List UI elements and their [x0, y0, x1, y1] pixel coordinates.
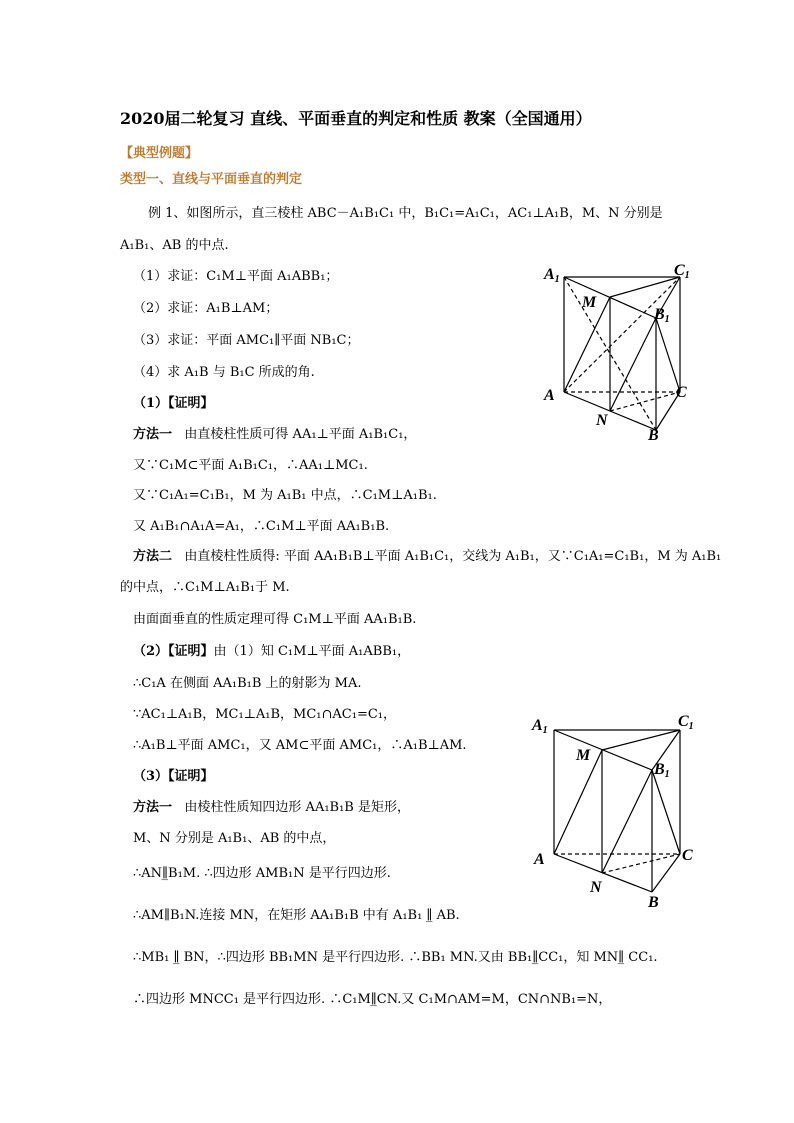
proof-3-line-2: M、N 分别是 A₁B₁、AB 的中点， [133, 831, 336, 846]
vertex-label-n: N [590, 879, 602, 896]
proof-text: 由直棱柱性质可得 AA₁⊥平面 A₁B₁C₁， [184, 427, 417, 442]
example-line-2: A₁B₁、AB 的中点. [120, 238, 229, 253]
proof-3-line-5: ∴MB₁ ∥̲ BN，∴四边形 BB₁MN 是平行四边形. ∴BB₁ MN.又由 BB₁∥̲CC₁，知 MN∥̲ CC₁. [133, 950, 658, 965]
proof-header: （2）【证明】 [133, 644, 214, 659]
example-line-1: 例 1、如图所示，直三棱柱 ABC－A₁B₁C₁ 中，B₁C₁=A₁C₁，AC₁⊥A₁B，M、N 分别是 [148, 206, 663, 221]
question-3: （3）求证：平面 AMC₁∥平面 NB₁C； [133, 333, 360, 348]
proof-2-line-4: ∴A₁B⊥平面 AMC₁，又 AM⊂平面 AMC₁，∴A₁B⊥AM. [133, 738, 467, 753]
proof-1-line-3: 又∵C₁A₁=C₁B₁，M 为 A₁B₁ 中点，∴C₁M⊥A₁B₁. [133, 488, 437, 503]
proof-3-line-6: ∴四边形 MNCC₁ 是平行四边形. ∴C₁M∥̲CN.又 C₁M∩AM=M，CN∩NB₁=N， [133, 992, 612, 1007]
proof-text: 由直棱柱性质得: 平面 AA₁B₁B⊥平面 A₁B₁C₁，交线为 A₁B₁，又∵C₁A₁=C₁B₁，M 为 A₁B₁ [184, 549, 722, 564]
vertex-label-a1: A1 [544, 266, 560, 285]
proof-1-method-1-line-1 [133, 426, 416, 444]
page-title: 2020届二轮复习 直线、平面垂直的判定和性质 教案（全国通用） [120, 109, 592, 128]
vertex-label-m: M [576, 747, 591, 764]
proof-text: 由棱柱性质知四边形 AA₁B₁B 是矩形， [184, 800, 410, 815]
method-label: 方法二 [133, 549, 173, 564]
prism-figure-2 [530, 708, 710, 908]
method-label: 方法一 [133, 800, 173, 815]
proof-3-line-4: ∴AM∥B₁N.连接 MN，在矩形 AA₁B₁B 中有 A₁B₁ ∥̲ AB. [133, 908, 460, 923]
vertex-label-m: M [582, 294, 597, 311]
question-1: （1）求证：C₁M⊥平面 A₁ABB₁； [133, 269, 339, 284]
proof-1-method-2-line-3: 由面面垂直的性质定理可得 C₁M⊥平面 AA₁B₁B. [133, 612, 417, 627]
vertex-label-b1: B1 [654, 761, 670, 780]
proof-3-line-1 [133, 799, 410, 817]
proof-2-line-3: ∵AC₁⊥A₁B，MC₁⊥A₁B，MC₁∩AC₁=C₁， [133, 707, 397, 722]
vertex-label-c1: C1 [678, 713, 694, 732]
question-2: （2）求证：A₁B⊥AM； [133, 301, 279, 316]
question-4: （4）求 A₁B 与 B₁C 所成的角. [133, 365, 315, 380]
proof-text: 由（1）知 C₁M⊥平面 A₁ABB₁， [213, 644, 411, 659]
section-label: 【典型例题】 [120, 146, 199, 161]
proof-3-line-3: ∴AN∥̲B₁M. ∴四边形 AMB₁N 是平行四边形. [133, 866, 391, 881]
proof-1-method-2-line-2: 的中点，∴C₁M⊥A₁B₁于 M. [120, 580, 290, 595]
proof-2-line-1 [133, 643, 410, 661]
vertex-label-c1: C1 [674, 262, 690, 281]
type-heading: 类型一、直线与平面垂直的判定 [120, 172, 303, 187]
prism-figure-1 [530, 255, 710, 450]
vertex-label-a1: A1 [532, 717, 548, 736]
proof-1-line-4: 又 A₁B₁∩A₁A=A₁，∴C₁M⊥平面 AA₁B₁B. [133, 519, 390, 534]
vertex-label-c: C [682, 847, 693, 864]
vertex-label-a: A [544, 387, 555, 404]
proof-1-method-2-line-1 [133, 548, 721, 566]
proof-1-header: （1）【证明】 [133, 396, 214, 411]
vertex-label-a: A [534, 851, 545, 868]
vertex-label-n: N [596, 412, 608, 429]
vertex-label-b1: B1 [654, 306, 670, 325]
vertex-label-b: B [648, 894, 659, 908]
method-label: 方法一 [133, 427, 173, 442]
vertex-label-c: C [676, 384, 687, 401]
proof-2-line-2: ∴C₁A 在侧面 AA₁B₁B 上的射影为 MA. [133, 676, 362, 691]
proof-1-line-2: 又∵C₁M⊂平面 A₁B₁C₁，∴AA₁⊥MC₁. [133, 458, 368, 473]
vertex-label-b: B [648, 427, 659, 444]
proof-3-header: （3）【证明】 [133, 769, 214, 784]
